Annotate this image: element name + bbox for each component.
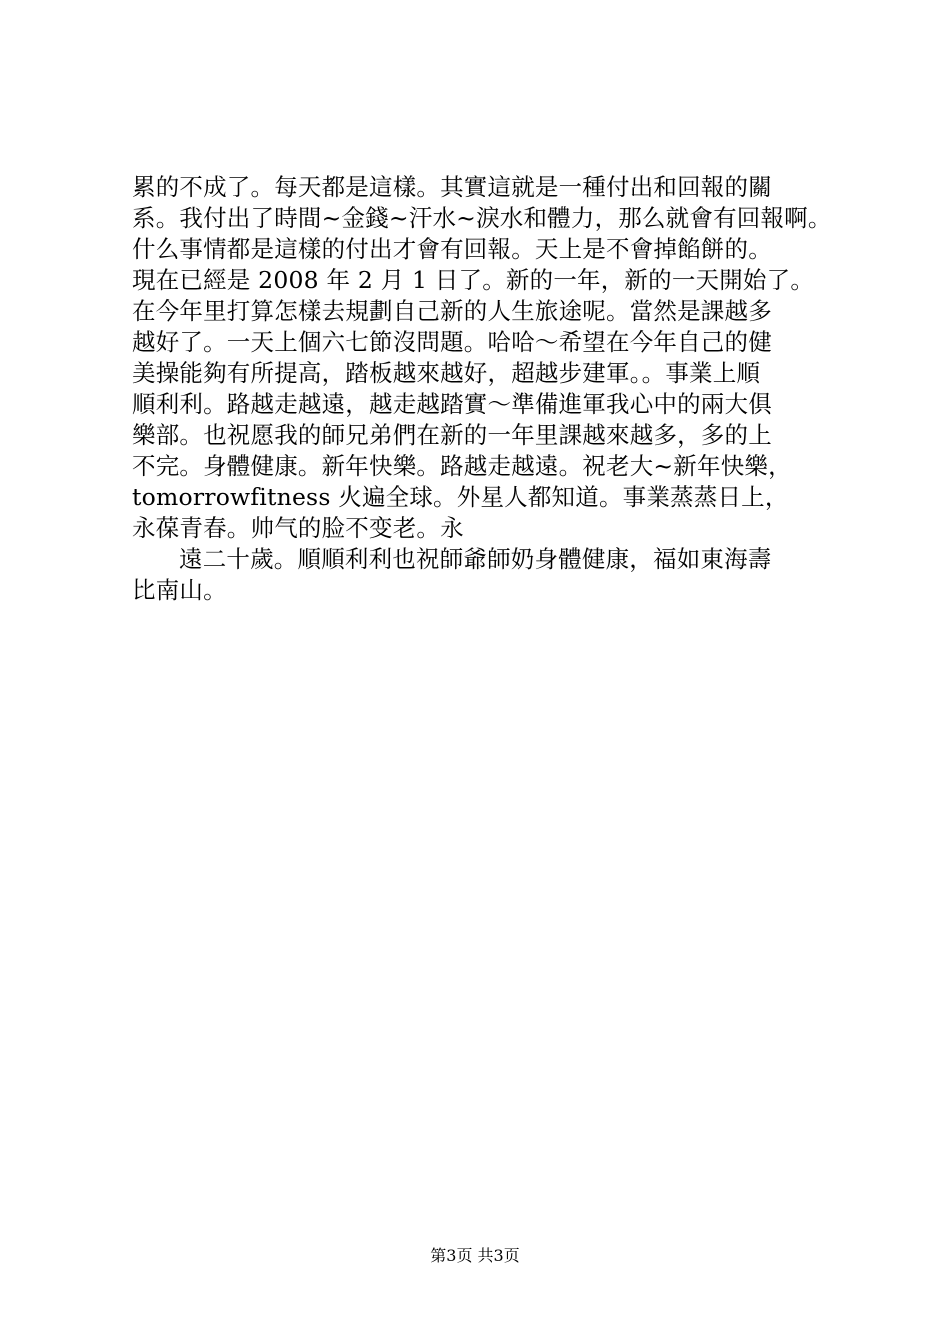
text-line: 順利利。路越走越遠，越走越踏實～準備進軍我心中的兩大俱	[132, 390, 772, 418]
text-line: 越好了。一天上個六七節沒問題。哈哈～希望在今年自己的健	[132, 328, 772, 356]
text-line-indented: 遠二十歲。順順利利也祝師爺師奶身體健康，福如東海壽	[179, 545, 772, 573]
text-line: 比南山。	[132, 576, 227, 604]
text-line: tomorrowfitness 火遍全球。外星人都知道。事業蒸蒸日上，	[132, 483, 789, 511]
text-line: 樂部。也祝愿我的師兄弟們在新的一年里課越來越多，多的上	[132, 421, 772, 449]
body-text	[132, 172, 852, 606]
text-line: 美操能夠有所提高，踏板越來越好，超越步建軍。。事業上順	[132, 359, 761, 387]
text-line: 不完。身體健康。新年快樂。路越走越遠。祝老大~新年快樂，	[132, 452, 792, 480]
text-line: 在今年里打算怎樣去規劃自己新的人生旅途呢。當然是課越多	[132, 297, 772, 325]
text-line: 永葆青春。帅气的脸不变老。永	[132, 514, 464, 542]
text-line: 系。我付出了時間~金錢~汗水~淚水和體力，那么就會有回報啊。	[132, 204, 832, 232]
text-line: 現在已經是 2008 年 2 月 1 日了。新的一年，新的一天開始了。	[132, 266, 815, 294]
text-line: 累的不成了。每天都是這樣。其實這就是一種付出和回報的關	[132, 173, 772, 201]
page-number-footer: 第3页 共3页	[430, 1246, 520, 1265]
text-line: 什么事情都是這樣的付出才會有回報。天上是不會掉餡餅的。	[132, 235, 772, 263]
